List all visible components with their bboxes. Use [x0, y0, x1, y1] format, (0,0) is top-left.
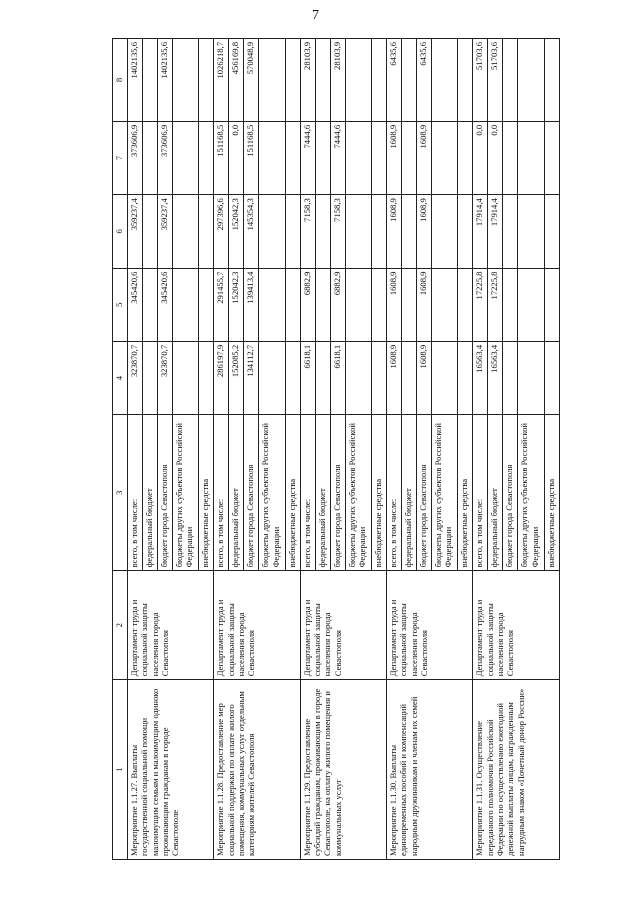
executor-cell: Департамент труда и социальной защиты населения города Севастополя — [128, 571, 214, 680]
amount-cell: 286197,9 — [214, 341, 229, 414]
funding-source-cell: всего, в том числе: — [473, 415, 488, 571]
amount-cell — [259, 121, 286, 194]
amount-cell: 570048,9 — [244, 39, 259, 122]
amount-cell: 1608,9 — [416, 341, 431, 414]
amount-cell — [372, 39, 387, 122]
amount-cell: 0,0 — [473, 121, 488, 194]
amount-cell — [199, 39, 214, 122]
table-row — [473, 39, 488, 860]
amount-cell: 152085,2 — [229, 341, 244, 414]
amount-cell: 345420,6 — [157, 268, 172, 341]
amount-cell — [315, 268, 330, 341]
amount-cell: 1608,9 — [416, 195, 431, 268]
amount-cell — [503, 268, 518, 341]
amount-cell — [142, 268, 157, 341]
amount-cell: 1608,9 — [387, 341, 402, 414]
amount-cell — [199, 195, 214, 268]
amount-cell — [372, 195, 387, 268]
amount-cell: 17225,8 — [473, 268, 488, 341]
funding-source-cell: федеральный бюджет — [402, 415, 417, 571]
amount-cell: 151168,5 — [214, 121, 229, 194]
funding-source-cell: бюджет города Севастополя — [416, 415, 431, 571]
amount-cell — [458, 39, 473, 122]
funding-source-cell: федеральный бюджет — [315, 415, 330, 571]
amount-cell — [372, 121, 387, 194]
col-header: 7 — [113, 121, 128, 194]
funding-source-cell: всего, в том числе: — [300, 415, 315, 571]
amount-cell — [372, 341, 387, 414]
amount-cell — [518, 39, 545, 122]
amount-cell — [285, 268, 300, 341]
table-body — [128, 39, 560, 860]
amount-cell: 1026218,7 — [214, 39, 229, 122]
amount-cell — [402, 121, 417, 194]
page-number: 7 — [312, 8, 319, 23]
col-header: 6 — [113, 195, 128, 268]
amount-cell: 1402135,6 — [128, 39, 143, 122]
funding-source-cell: внебюджетные средства — [458, 415, 473, 571]
amount-cell: 139413,4 — [244, 268, 259, 341]
executor-cell: Департамент труда и социальной защиты населения города Севастополя — [387, 571, 473, 680]
amount-cell: 6618,1 — [330, 341, 345, 414]
amount-cell — [431, 121, 458, 194]
table-row — [128, 39, 143, 860]
amount-cell: 7444,6 — [330, 121, 345, 194]
amount-cell — [259, 341, 286, 414]
amount-cell — [345, 195, 372, 268]
amount-cell — [172, 121, 199, 194]
amount-cell — [199, 268, 214, 341]
amount-cell — [544, 121, 559, 194]
amount-cell — [431, 268, 458, 341]
event-cell: Мероприятие 1.1.30. Выплаты единовременных пособий и компенсаций народным дружинникам и членам их семей — [387, 680, 473, 860]
amount-cell: 373606,9 — [157, 121, 172, 194]
amount-cell: 17914,4 — [488, 195, 503, 268]
amount-cell — [172, 195, 199, 268]
table-row — [214, 39, 229, 860]
funding-source-cell: внебюджетные средства — [199, 415, 214, 571]
amount-cell — [259, 195, 286, 268]
amount-cell — [458, 341, 473, 414]
amount-cell: 1608,9 — [387, 195, 402, 268]
amount-cell: 1402135,6 — [157, 39, 172, 122]
amount-cell — [199, 341, 214, 414]
amount-cell — [431, 341, 458, 414]
amount-cell: 134112,7 — [244, 341, 259, 414]
funding-source-cell: всего, в том числе: — [128, 415, 143, 571]
event-cell: Мероприятие 1.1.28. Предоставление мер социальной поддержки по оплате жилого помещения, коммунальных услуг отдельным категориям жителей Севастополя — [214, 680, 300, 860]
amount-cell: 145354,3 — [244, 195, 259, 268]
funding-source-cell: бюджет города Севастополя — [244, 415, 259, 571]
amount-cell: 28103,9 — [300, 39, 315, 122]
amount-cell: 1608,9 — [416, 121, 431, 194]
amount-cell — [402, 39, 417, 122]
funding-source-cell: бюджет города Севастополя — [157, 415, 172, 571]
funding-source-cell: внебюджетные средства — [544, 415, 559, 571]
funding-source-cell: бюджеты других субъектов Российской Федерации — [345, 415, 372, 571]
amount-cell — [285, 39, 300, 122]
amount-cell — [315, 121, 330, 194]
funding-source-cell: федеральный бюджет — [229, 415, 244, 571]
amount-cell — [402, 195, 417, 268]
amount-cell: 373606,9 — [128, 121, 143, 194]
executor-cell: Департамент труда и социальной защиты населения города Севастополя — [473, 571, 560, 680]
amount-cell — [142, 195, 157, 268]
amount-cell: 6435,6 — [387, 39, 402, 122]
amount-cell: 345420,6 — [128, 268, 143, 341]
col-header: 1 — [113, 680, 128, 860]
amount-cell: 6435,6 — [416, 39, 431, 122]
amount-cell: 1608,9 — [387, 121, 402, 194]
amount-cell — [259, 268, 286, 341]
amount-cell: 17225,8 — [488, 268, 503, 341]
col-header: 2 — [113, 571, 128, 680]
col-header: 8 — [113, 39, 128, 122]
amount-cell — [142, 341, 157, 414]
amount-cell — [458, 268, 473, 341]
amount-cell — [315, 341, 330, 414]
funding-source-cell: всего, в том числе: — [214, 415, 229, 571]
amount-cell: 7158,3 — [300, 195, 315, 268]
amount-cell: 0,0 — [229, 121, 244, 194]
amount-cell — [172, 39, 199, 122]
amount-cell — [503, 195, 518, 268]
funding-source-cell: бюджеты других субъектов Российской Федерации — [518, 415, 545, 571]
amount-cell — [458, 195, 473, 268]
amount-cell: 0,0 — [488, 121, 503, 194]
amount-cell: 7158,3 — [330, 195, 345, 268]
amount-cell — [544, 195, 559, 268]
amount-cell: 6882,9 — [300, 268, 315, 341]
col-header: 4 — [113, 341, 128, 414]
funding-source-cell: бюджет города Севастополя — [330, 415, 345, 571]
event-cell: Мероприятие 1.1.27. Выплаты государственной социальной помощи малоимущим семьям и малоимущим одиноко проживающим гражданам в городе Севастополе — [128, 680, 214, 860]
amount-cell — [431, 195, 458, 268]
amount-cell — [518, 268, 545, 341]
rotated-table-wrapper — [112, 38, 560, 860]
event-cell: Мероприятие 1.1.29. Предоставление субсидий гражданам, проживающим в городе Севастополе, на оплату жилого помещения и коммунальных услуг — [300, 680, 386, 860]
funding-source-cell: бюджет города Севастополя — [503, 415, 518, 571]
funding-source-cell: бюджеты других субъектов Российской Федерации — [431, 415, 458, 571]
amount-cell — [172, 268, 199, 341]
table-row — [387, 39, 402, 860]
amount-cell: 1608,9 — [387, 268, 402, 341]
amount-cell: 291455,7 — [214, 268, 229, 341]
amount-cell — [402, 268, 417, 341]
amount-cell — [544, 341, 559, 414]
funding-source-cell: федеральный бюджет — [488, 415, 503, 571]
executor-cell: Департамент труда и социальной защиты населения города Севастополя — [300, 571, 386, 680]
amount-cell: 6618,1 — [300, 341, 315, 414]
amount-cell — [142, 39, 157, 122]
header-row — [113, 39, 128, 860]
amount-cell: 28103,9 — [330, 39, 345, 122]
amount-cell: 323870,7 — [128, 341, 143, 414]
amount-cell — [518, 195, 545, 268]
funding-source-cell: внебюджетные средства — [372, 415, 387, 571]
amount-cell — [431, 39, 458, 122]
col-header: 3 — [113, 415, 128, 571]
amount-cell — [544, 39, 559, 122]
col-header: 5 — [113, 268, 128, 341]
funding-source-cell: бюджеты других субъектов Российской Федерации — [259, 415, 286, 571]
amount-cell — [285, 341, 300, 414]
amount-cell — [345, 121, 372, 194]
amount-cell — [172, 341, 199, 414]
amount-cell: 152042,3 — [229, 195, 244, 268]
amount-cell: 17914,4 — [473, 195, 488, 268]
table-row — [300, 39, 315, 860]
amount-cell — [345, 341, 372, 414]
amount-cell — [503, 121, 518, 194]
amount-cell: 7444,6 — [300, 121, 315, 194]
funding-source-cell: всего, в том числе: — [387, 415, 402, 571]
event-cell: Мероприятие 1.1.31. Осуществление переданного полномочия Российской Федерации по осуществлению ежегодной денежной выплаты лицам, награжденным нагрудным знаком «Почетный донор России» — [473, 680, 560, 860]
amount-cell: 51703,6 — [473, 39, 488, 122]
funding-source-cell: внебюджетные средства — [285, 415, 300, 571]
amount-cell: 359237,4 — [128, 195, 143, 268]
amount-cell: 1608,9 — [416, 268, 431, 341]
rotated-table-container — [112, 38, 560, 860]
amount-cell: 6882,9 — [330, 268, 345, 341]
amount-cell — [458, 121, 473, 194]
amount-cell: 51703,6 — [488, 39, 503, 122]
amount-cell: 323870,7 — [157, 341, 172, 414]
amount-cell — [285, 195, 300, 268]
amount-cell: 16563,4 — [488, 341, 503, 414]
funding-source-cell: федеральный бюджет — [142, 415, 157, 571]
amount-cell — [503, 341, 518, 414]
amount-cell — [285, 121, 300, 194]
budget-table — [112, 38, 560, 860]
amount-cell — [402, 341, 417, 414]
executor-cell: Департамент труда и социальной защиты населения города Севастополя — [214, 571, 300, 680]
amount-cell: 16563,4 — [473, 341, 488, 414]
amount-cell — [518, 341, 545, 414]
amount-cell — [199, 121, 214, 194]
amount-cell — [372, 268, 387, 341]
amount-cell — [503, 39, 518, 122]
amount-cell: 297396,6 — [214, 195, 229, 268]
amount-cell: 151168,5 — [244, 121, 259, 194]
amount-cell — [259, 39, 286, 122]
funding-source-cell: бюджеты других субъектов Российской Федерации — [172, 415, 199, 571]
amount-cell — [518, 121, 545, 194]
amount-cell — [544, 268, 559, 341]
amount-cell — [315, 39, 330, 122]
amount-cell: 359237,4 — [157, 195, 172, 268]
amount-cell — [142, 121, 157, 194]
amount-cell: 152042,3 — [229, 268, 244, 341]
amount-cell: 456169,8 — [229, 39, 244, 122]
amount-cell — [345, 268, 372, 341]
amount-cell — [345, 39, 372, 122]
amount-cell — [315, 195, 330, 268]
